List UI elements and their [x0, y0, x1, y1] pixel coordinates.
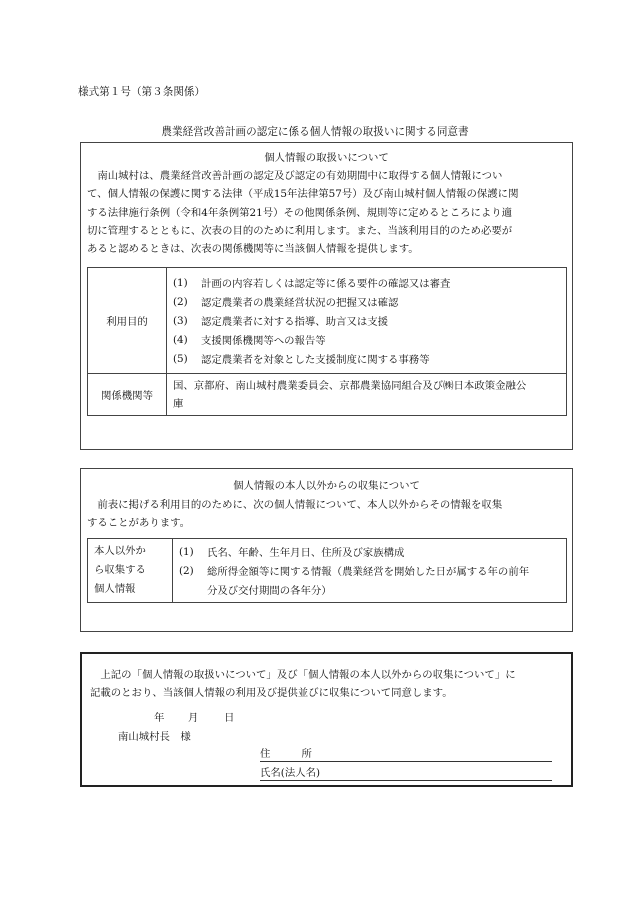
- paragraph-line: あると認めるときは、次表の関係機関等に当該個人情報を提供します。: [87, 243, 419, 256]
- agency-list: 国、京都府、南山城村農業委員会、京都農業協同組合及び㈱日本政策金融公 庫: [167, 374, 567, 416]
- collection-items: [173, 539, 567, 603]
- paragraph-line: て、個人情報の保護に関する法律（平成15年法律第57号）及び南山城村個人情報の保護に関: [87, 188, 519, 201]
- date-day-label: 日: [224, 712, 235, 724]
- purpose-item: (4) 支援関係機関等への報告等: [173, 333, 326, 347]
- name-label: 氏名(法人名): [260, 767, 321, 779]
- paragraph-line: 前表に掲げる利用目的のために、次の個人情報について、本人以外からその情報を収集: [87, 499, 503, 511]
- paragraph-line: 南山城村は、農業経営改善計画の認定及び認定の有効期間中に取得する個人情報につい: [87, 170, 503, 182]
- date-month-label: 月: [188, 712, 199, 724]
- collection-table: [87, 538, 567, 603]
- purpose-item: (5) 認定農業者を対象とした支援制度に関する事務等: [173, 352, 430, 366]
- consent-statement: [90, 666, 565, 703]
- collection-item-continuation: 分及び交付期間の各年分）: [207, 585, 332, 597]
- date-year-label: 年: [154, 712, 165, 724]
- purpose-item: (3) 認定農業者に対する指導、助言又は支援: [173, 314, 389, 328]
- section1-heading: 個人情報の取扱いについて: [264, 152, 389, 164]
- purpose-label: 利用目的: [88, 268, 167, 374]
- address-label: 住 所: [260, 748, 312, 760]
- paragraph-line: する法律施行条例（令和4年条例第21号）その他関係条例、規則等に定めるところにより適: [87, 206, 513, 219]
- collection-item: (2) 総所得金額等に関する情報（農業経営を開始した日が属する年の前年: [179, 564, 530, 578]
- address-field[interactable]: [260, 745, 552, 762]
- consent-section: [80, 652, 573, 787]
- purpose-list: [167, 268, 567, 374]
- collection-item: (1) 氏名、年齢、生年月日、住所及び家族構成: [179, 545, 405, 559]
- section2-paragraph: [87, 496, 566, 533]
- third-party-collection-section: [80, 468, 573, 632]
- document-title: 農業経営改善計画の認定に係る個人情報の取扱いに関する同意書: [161, 126, 469, 138]
- statement-line: 記載のとおり、当該個人情報の利用及び提供並びに収集について同意します。: [90, 687, 453, 700]
- section2-heading: 個人情報の本人以外からの収集について: [233, 480, 420, 492]
- paragraph-line: することがあります。: [87, 517, 191, 530]
- collection-label: 本人以外か ら収集する 個人情報: [88, 539, 173, 603]
- purpose-table: [87, 267, 567, 416]
- paragraph-line: 切に管理するとともに、次表の目的のために利用します。また、当該利用目的のため必要が: [87, 224, 513, 237]
- agency-label: 関係機関等: [88, 374, 167, 416]
- purpose-item: (2) 認定農業者の農業経営状況の把握又は確認: [173, 295, 399, 309]
- name-field[interactable]: [260, 764, 552, 781]
- addressee: 南山城村長 様: [118, 731, 191, 743]
- statement-line: 上記の「個人情報の取扱いについて」及び「個人情報の本人以外からの収集について」に: [90, 669, 516, 681]
- form-number: 様式第１号（第３条関係）: [78, 86, 206, 98]
- personal-info-handling-section: [80, 142, 573, 450]
- section1-paragraph: [87, 167, 566, 258]
- purpose-item: (1) 計画の内容若しくは認定等に係る要件の確認又は審査: [173, 276, 451, 290]
